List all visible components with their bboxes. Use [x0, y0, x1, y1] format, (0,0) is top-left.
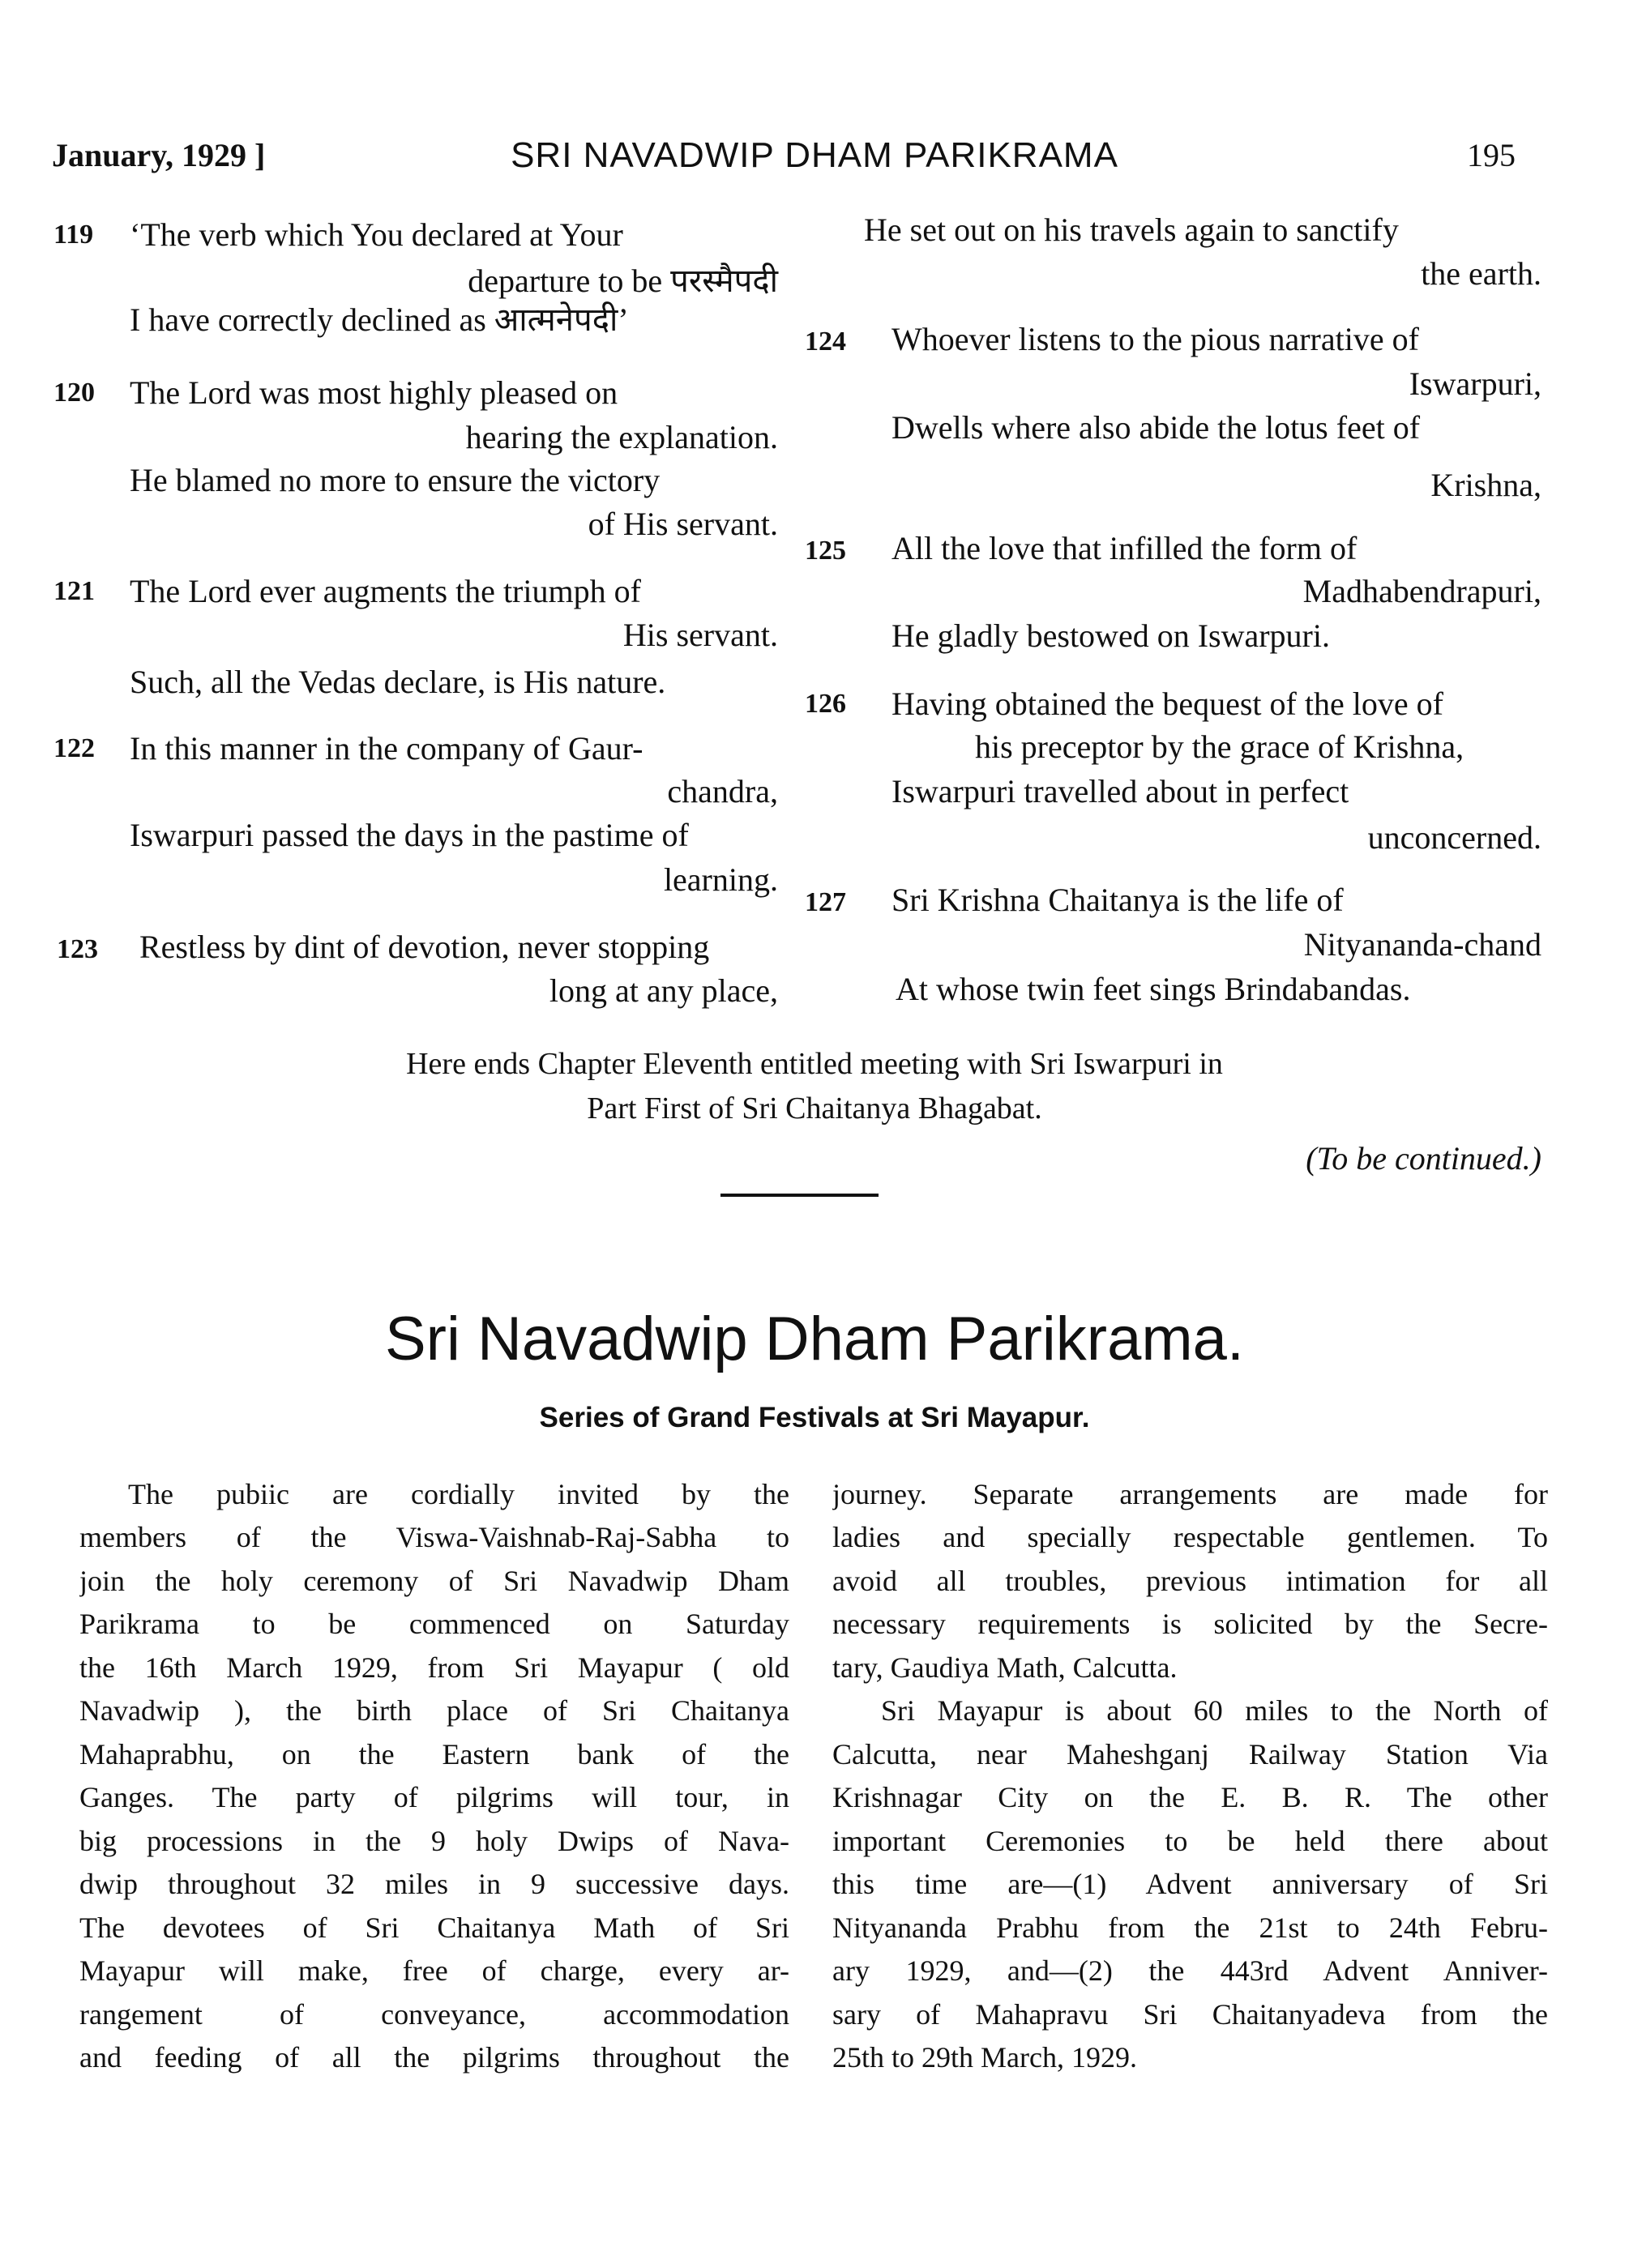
verse-line: The Lord was most highly pleased on	[130, 374, 618, 411]
body-line: big processions in the 9 holy Dwips of Nava-	[79, 1825, 789, 1857]
section-divider	[720, 1194, 879, 1197]
body-line: The devotees of Sri Chaitanya Math of Sri	[79, 1911, 789, 1944]
verse-line: hearing the explanation.	[465, 419, 778, 455]
article-title: Sri Navadwip Dham Parikrama.	[384, 1305, 1245, 1373]
body-line: avoid all troubles, previous intimation for all	[832, 1565, 1548, 1597]
verse-line: Iswarpuri,	[1409, 365, 1541, 402]
body-line: this time are—(1) Advent anniversary of Sri	[832, 1868, 1548, 1900]
body-line: 25th to 29th March, 1929.	[832, 2041, 1137, 2074]
body-line: dwip throughout 32 miles in 9 successive days.	[79, 1868, 789, 1900]
body-line: members of the Viswa-Vaishnab-Raj-Sabha to	[79, 1521, 789, 1553]
page-number: 195	[1467, 137, 1516, 173]
verse-line: All the love that infilled the form of	[891, 530, 1358, 566]
body-line: ladies and specially respectable gentlemen. To	[832, 1521, 1548, 1553]
verse-line: Iswarpuri passed the days in the pastime of	[130, 817, 689, 853]
running-title: SRI NAVADWIP DHAM PARIKRAMA	[511, 135, 1118, 175]
verse-line: unconcerned.	[1367, 819, 1541, 856]
verse-line: Such, all the Vedas declare, is His nature.	[130, 664, 666, 700]
verse-line: chandra,	[667, 773, 778, 809]
verse-line: I have correctly declined as आत्मनेपदी’	[130, 301, 629, 338]
verse-line: In this manner in the company of Gaur-	[130, 730, 643, 767]
to-be-continued: (To be continued.)	[1306, 1140, 1541, 1177]
body-line: Krishnagar City on the E. B. R. The other	[832, 1781, 1548, 1813]
verse-line: The Lord ever augments the triumph of	[130, 573, 641, 609]
verse-number: 125	[805, 536, 846, 566]
verse-line: Nityananda-chand	[1303, 926, 1541, 963]
body-line: Nityananda Prabhu from the 21st to 24th Febru-	[832, 1911, 1548, 1944]
body-line: tary, Gaudiya Math, Calcutta.	[832, 1651, 1178, 1684]
verse-line: ‘The verb which You declared at Your	[130, 216, 623, 253]
verse-number: 126	[805, 689, 846, 719]
body-line: The pubiic are cordially invited by the	[128, 1478, 789, 1510]
body-line: and feeding of all the pilgrims throughout the	[79, 2041, 789, 2074]
verse-line: He set out on his travels again to sanctify	[864, 211, 1399, 248]
verse-line: He blamed no more to ensure the victory	[130, 462, 661, 498]
body-line: rangement of conveyance, accommodation	[79, 1998, 789, 2031]
body-line: the 16th March 1929, from Sri Mayapur ( old	[79, 1651, 789, 1684]
verse-line: Whoever listens to the pious narrative of	[891, 321, 1419, 357]
verse-line: Sri Krishna Chaitanya is the life of	[891, 882, 1344, 918]
verse-line: the earth.	[1421, 255, 1541, 292]
verse-line: At whose twin feet sings Brindabandas.	[896, 971, 1411, 1007]
body-line: Mayapur will make, free of charge, every ar-	[79, 1954, 789, 1987]
body-line: Sri Mayapur is about 60 miles to the North of	[881, 1694, 1548, 1727]
body-line: necessary requirements is solicited by the Secre-	[832, 1608, 1548, 1640]
chapter-end-line-1: Here ends Chapter Eleventh entitled meeting with Sri Iswarpuri in	[406, 1047, 1223, 1081]
verse-line: learning.	[663, 861, 778, 898]
verse-number: 123	[57, 934, 98, 964]
verse-line: Having obtained the bequest of the love of	[891, 686, 1443, 722]
verse-line: Iswarpuri travelled about in perfect	[891, 773, 1349, 809]
verse-number: 121	[53, 576, 95, 606]
body-line: sary of Mahapravu Sri Chaitanyadeva from the	[832, 1998, 1548, 2031]
verse-number: 120	[53, 378, 95, 408]
verse-line: long at any place,	[549, 972, 778, 1009]
verse-line: Krishna,	[1430, 467, 1541, 503]
body-line: join the holy ceremony of Sri Navadwip Dham	[79, 1565, 789, 1597]
verse-number: 122	[53, 733, 95, 763]
body-line: Mahaprabhu, on the Eastern bank of the	[79, 1738, 789, 1770]
verse-line: of His servant.	[588, 506, 778, 542]
body-line: Navadwip ), the birth place of Sri Chaitanya	[79, 1694, 789, 1727]
header-date: January, 1929 ]	[52, 137, 266, 173]
body-line: journey. Separate arrangements are made for	[832, 1478, 1548, 1510]
verse-line: Madhabendrapuri,	[1302, 573, 1541, 609]
verse-number: 127	[805, 887, 846, 917]
body-line: Ganges. The party of pilgrims will tour, in	[79, 1781, 789, 1813]
body-line: Parikrama to be commenced on Saturday	[79, 1608, 789, 1640]
verse-line: Restless by dint of devotion, never stopping	[139, 929, 710, 965]
verse-line: Dwells where also abide the lotus feet of	[891, 409, 1421, 446]
chapter-end-line-2: Part First of Sri Chaitanya Bhagabat.	[587, 1091, 1042, 1125]
verse-line: his preceptor by the grace of Krishna,	[975, 728, 1464, 765]
verse-number: 119	[53, 220, 94, 250]
body-line: important Ceremonies to be held there about	[832, 1825, 1548, 1857]
verse-line: departure to be परस्मैपदी	[468, 263, 778, 299]
article-subtitle: Series of Grand Festivals at Sri Mayapur.	[539, 1402, 1090, 1433]
verse-line: His servant.	[622, 617, 778, 653]
body-line: Calcutta, near Maheshganj Railway Station Via	[832, 1738, 1548, 1770]
verse-number: 124	[805, 327, 846, 357]
body-line: ary 1929, and—(2) the 443rd Advent Anniver-	[832, 1954, 1548, 1987]
verse-line: He gladly bestowed on Iswarpuri.	[891, 617, 1330, 654]
